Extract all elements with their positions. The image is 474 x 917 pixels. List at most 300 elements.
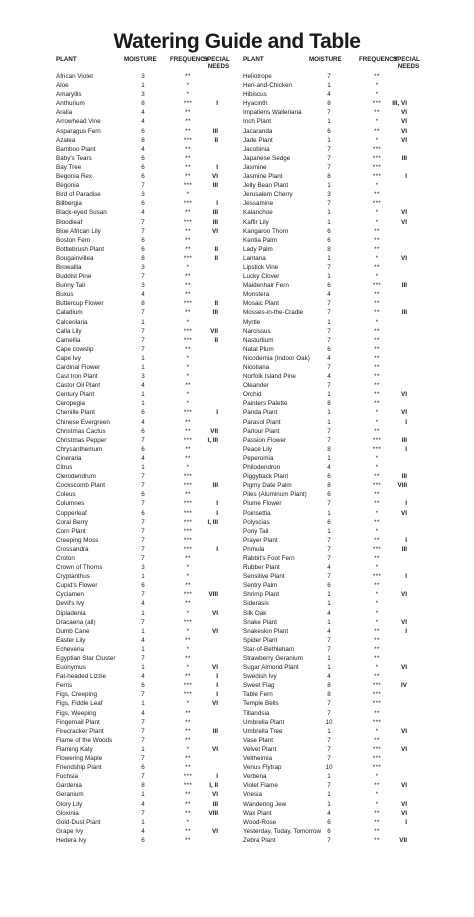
frequency-value: *** (183, 436, 193, 444)
special-needs-value: VI (401, 218, 407, 226)
moisture-value: 7 (141, 482, 145, 490)
moisture-value: 6 (327, 473, 331, 481)
table-row (237, 99, 474, 108)
moisture-value: 4 (141, 454, 145, 462)
header-special-needs (203, 56, 230, 70)
header-plant: PLANT (56, 56, 77, 63)
plant-name: Cape cowslip (56, 345, 94, 353)
table-row (237, 445, 474, 454)
plant-name: Piles (Aluminum Plant) (243, 491, 307, 499)
table-row (237, 117, 474, 126)
frequency-value: ** (374, 400, 380, 408)
special-needs-value: I (405, 573, 407, 581)
moisture-value: 6 (141, 491, 145, 499)
special-needs-value: I (216, 409, 218, 417)
frequency-value: *** (372, 700, 382, 708)
plant-name: African Violet (56, 73, 93, 80)
plant-name: Ceropegia (56, 400, 86, 408)
frequency-value: *** (183, 545, 193, 553)
table-row (237, 827, 474, 836)
special-needs-value: VII (210, 427, 218, 435)
table-row (237, 372, 474, 381)
moisture-value: 6 (141, 682, 145, 690)
frequency-value: ** (374, 536, 380, 544)
moisture-value: 8 (327, 245, 331, 253)
table-row (0, 245, 237, 254)
plant-name: Jasmine (243, 163, 267, 171)
plant-name: Clerodendrum (56, 473, 96, 481)
moisture-value: 6 (327, 818, 331, 826)
moisture-value: 7 (141, 518, 145, 526)
frequency-value: * (186, 354, 190, 362)
moisture-value: 3 (141, 282, 145, 290)
table-row (237, 518, 474, 527)
moisture-value: 6 (141, 173, 145, 181)
table-row (237, 800, 474, 809)
special-needs-value: I (405, 536, 407, 544)
table-row (0, 381, 237, 390)
frequency-value: *** (183, 527, 193, 535)
frequency-value: * (186, 400, 190, 408)
plant-name: Fat-headed Lizzie (56, 673, 107, 681)
special-needs-value: VII (399, 836, 407, 844)
moisture-value: 4 (141, 209, 145, 217)
plant-name: Friendship Plant (56, 764, 102, 772)
special-needs-value: VI (401, 591, 407, 599)
moisture-value: 1 (327, 318, 331, 326)
frequency-value: * (186, 364, 190, 371)
left-column (0, 56, 237, 844)
moisture-value: 1 (327, 136, 331, 144)
table-row (0, 263, 237, 272)
moisture-value: 1 (327, 454, 331, 462)
table-row (237, 618, 474, 627)
plant-name: Cockscomb Plant (56, 482, 105, 490)
plant-name: Table Fern (243, 691, 273, 699)
moisture-value: 1 (327, 409, 331, 417)
moisture-value: 1 (141, 391, 145, 399)
special-needs-value: VI (401, 782, 407, 790)
plant-name: Cryptanthus (56, 573, 90, 581)
moisture-value: 7 (141, 554, 145, 562)
plant-name: Asparagus Fern (56, 127, 101, 135)
moisture-value: 1 (327, 591, 331, 599)
table-row (237, 690, 474, 699)
moisture-value: 8 (141, 782, 145, 790)
plant-name: Lantana (243, 254, 266, 262)
frequency-value: *** (372, 682, 382, 690)
plant-name: Prayer Plant (243, 536, 278, 544)
special-needs-value: III (401, 473, 407, 481)
table-row (0, 472, 237, 481)
table-row (237, 454, 474, 463)
moisture-value: 4 (327, 609, 331, 617)
table-row (237, 481, 474, 490)
plant-name: Narcissus (243, 327, 271, 335)
plant-name: Fuchsia (56, 773, 79, 781)
plant-name: Flame of the Woods (56, 736, 113, 744)
table-row (0, 481, 237, 490)
moisture-value: 4 (327, 673, 331, 681)
plant-name: Baby's Tears (56, 154, 92, 162)
moisture-value: 7 (327, 782, 331, 790)
plant-name: Velvet Plant (243, 745, 277, 753)
table-row (0, 509, 237, 518)
plant-name: Chinese Evergreen (56, 418, 110, 426)
special-needs-value: I (216, 673, 218, 681)
moisture-value: 8 (327, 482, 331, 490)
moisture-value: 7 (141, 436, 145, 444)
special-needs-value: I, III (207, 518, 218, 526)
moisture-value: 6 (327, 491, 331, 499)
frequency-value: ** (185, 582, 191, 590)
special-needs-value: III (212, 727, 218, 735)
special-needs-value: VI (212, 827, 218, 835)
moisture-value: 6 (327, 582, 331, 590)
table-row (237, 272, 474, 281)
plant-name: Parasol Plant (243, 418, 281, 426)
special-needs-value: III (212, 182, 218, 190)
table-row (237, 436, 474, 445)
frequency-value: * (375, 773, 379, 781)
frequency-value: ** (374, 354, 380, 362)
frequency-value: ** (374, 391, 380, 399)
frequency-value: ** (185, 209, 191, 217)
table-row (237, 836, 474, 845)
plant-name: Poinsettia (243, 509, 271, 517)
table-row (0, 554, 237, 563)
table-row (0, 536, 237, 545)
frequency-value: ** (374, 245, 380, 253)
table-row (237, 645, 474, 654)
table-row (237, 127, 474, 136)
moisture-value: 7 (141, 500, 145, 508)
plant-name: Easter Lily (56, 636, 86, 644)
table-row (237, 581, 474, 590)
plant-name: Jacobinia (243, 145, 270, 153)
frequency-value: *** (183, 618, 193, 626)
moisture-value: 1 (327, 773, 331, 781)
moisture-value: 4 (141, 709, 145, 717)
table-row (237, 254, 474, 263)
table-row (237, 636, 474, 645)
moisture-value: 1 (141, 664, 145, 672)
moisture-value: 6 (141, 154, 145, 162)
frequency-value: *** (372, 200, 382, 208)
table-row (237, 563, 474, 572)
table-row (0, 390, 237, 399)
table-row (0, 590, 237, 599)
table-row (237, 318, 474, 327)
table-row (237, 790, 474, 799)
table-row (0, 236, 237, 245)
special-needs-value: I (216, 691, 218, 699)
frequency-value: ** (374, 655, 380, 662)
moisture-value: 7 (327, 500, 331, 508)
moisture-value: 7 (141, 545, 145, 553)
frequency-value: ** (185, 445, 191, 453)
moisture-value: 7 (141, 718, 145, 726)
plant-name: Figs, Fiddle Leaf (56, 700, 103, 708)
frequency-value: ** (374, 327, 380, 335)
table-row (237, 408, 474, 417)
moisture-value: 3 (141, 373, 145, 381)
table-row (0, 699, 237, 708)
plant-name: Inch Plant (243, 118, 272, 126)
plant-name: Geranium (56, 791, 84, 799)
table-row (237, 281, 474, 290)
plant-name: Copperleaf (56, 509, 87, 517)
plant-name: Wandering Jew (243, 800, 287, 808)
table-row (237, 399, 474, 408)
table-row (237, 699, 474, 708)
plant-name: Snake Plant (243, 618, 277, 626)
plant-name: Crown of Thorns (56, 564, 103, 572)
plant-name: Hedera Ivy (56, 836, 87, 844)
table-row (237, 354, 474, 363)
frequency-value: ** (374, 709, 380, 717)
special-needs-value: II (214, 254, 218, 262)
plant-name: Lady Palm (243, 245, 273, 253)
plant-name: Bird of Paradise (56, 191, 101, 199)
moisture-value: 7 (141, 273, 145, 281)
plant-name: Glory Lily (56, 800, 83, 808)
moisture-value: 1 (327, 391, 331, 399)
table-row (237, 754, 474, 763)
table-row (237, 509, 474, 518)
moisture-value: 8 (141, 300, 145, 308)
frequency-value: ** (374, 336, 380, 344)
table-row (0, 181, 237, 190)
table-row (0, 199, 237, 208)
table-row (0, 754, 237, 763)
frequency-value: *** (372, 282, 382, 290)
special-needs-value: I (405, 500, 407, 508)
plant-name: Gardenia (56, 782, 82, 790)
special-needs-value: III (212, 127, 218, 135)
frequency-value: *** (183, 518, 193, 526)
plant-name: Vase Plant (243, 736, 273, 744)
table-row (0, 308, 237, 317)
frequency-value: ** (185, 173, 191, 181)
table-row (237, 590, 474, 599)
special-needs-value: III (212, 309, 218, 317)
frequency-value: ** (374, 645, 380, 653)
header-special-needs (393, 56, 420, 70)
frequency-value: *** (183, 473, 193, 481)
table-header (237, 56, 474, 72)
moisture-value: 1 (327, 273, 331, 281)
frequency-value: *** (372, 545, 382, 553)
special-needs-value: III (401, 282, 407, 290)
plant-name: Wax Plant (243, 809, 272, 817)
plant-name: Calla Lily (56, 327, 82, 335)
plant-name: Mosses-in-the-Cradle (243, 309, 304, 317)
frequency-value: * (186, 573, 190, 581)
plant-name: Painters Palette (243, 400, 288, 408)
table-row (237, 545, 474, 554)
moisture-value: 4 (141, 827, 145, 835)
plant-name: Figs, Creeping (56, 691, 97, 699)
plant-name: Polyscias (243, 518, 270, 526)
special-needs-value: I (216, 773, 218, 781)
frequency-value: * (375, 209, 379, 217)
frequency-value: ** (374, 382, 380, 390)
table-row (237, 154, 474, 163)
moisture-value: 1 (327, 527, 331, 535)
plant-name: Ferns (56, 682, 73, 690)
frequency-value: *** (372, 482, 382, 490)
table-row (237, 236, 474, 245)
plant-name: Philodendron (243, 464, 281, 472)
frequency-value: * (186, 609, 190, 617)
moisture-value: 1 (327, 727, 331, 735)
special-needs-value: VI (401, 136, 407, 144)
moisture-value: 7 (141, 218, 145, 226)
frequency-value: ** (374, 582, 380, 590)
moisture-value: 1 (141, 82, 145, 90)
special-needs-value: VI (212, 227, 218, 235)
special-needs-value: III (212, 218, 218, 226)
table-row (0, 709, 237, 718)
frequency-value: * (186, 818, 190, 826)
table-row (0, 427, 237, 436)
special-needs-value: VI (401, 809, 407, 817)
table-row (0, 127, 237, 136)
table-row (237, 418, 474, 427)
frequency-value: ** (185, 154, 191, 162)
plant-name: Venus Flytrap (243, 764, 282, 772)
plant-name: Heliotrope (243, 73, 272, 80)
frequency-value: *** (183, 682, 193, 690)
table-row (237, 308, 474, 317)
frequency-value: * (375, 791, 379, 799)
header-needs: NEEDS (207, 63, 230, 70)
plant-name: Monstera (243, 291, 270, 299)
plant-name: Hibiscus (243, 91, 267, 99)
table-row (237, 345, 474, 354)
frequency-value: *** (372, 573, 382, 581)
moisture-value: 4 (327, 809, 331, 817)
moisture-value: 7 (327, 745, 331, 753)
frequency-value: ** (185, 709, 191, 717)
special-needs-value: I (216, 200, 218, 208)
frequency-value: ** (185, 755, 191, 763)
table-row (237, 654, 474, 663)
plant-name: Sensitive Plant (243, 573, 285, 581)
moisture-value: 6 (141, 427, 145, 435)
frequency-value: * (375, 509, 379, 517)
table-row (237, 336, 474, 345)
table-row (0, 136, 237, 145)
special-needs-value: VI (212, 745, 218, 753)
special-needs-value: VI (401, 209, 407, 217)
frequency-value: ** (374, 782, 380, 790)
frequency-value: * (186, 373, 190, 381)
table-row (237, 709, 474, 718)
moisture-value: 7 (327, 145, 331, 153)
frequency-value: * (375, 727, 379, 735)
moisture-value: 7 (327, 636, 331, 644)
table-row (237, 745, 474, 754)
moisture-value: 1 (327, 618, 331, 626)
plant-name: Castor Oil Plant (56, 382, 101, 390)
plant-name: Star-of-Bethleham (243, 645, 295, 653)
moisture-value: 7 (327, 736, 331, 744)
frequency-value: ** (374, 518, 380, 526)
plant-name: Bunny Tail (56, 282, 85, 290)
special-needs-value: I (216, 163, 218, 171)
plant-name: Cupid's Flower (56, 582, 98, 590)
frequency-value: * (375, 182, 379, 190)
plant-name: Piggyback Plant (243, 473, 289, 481)
frequency-value: ** (374, 809, 380, 817)
plant-name: Citrus (56, 464, 73, 472)
moisture-value: 1 (327, 418, 331, 426)
moisture-value: 7 (141, 345, 145, 353)
table-row (0, 563, 237, 572)
moisture-value: 1 (141, 609, 145, 617)
moisture-value: 7 (327, 573, 331, 581)
frequency-value: *** (183, 500, 193, 508)
table-row (0, 572, 237, 581)
moisture-value: 7 (327, 436, 331, 444)
table-row (237, 554, 474, 563)
table-row (237, 181, 474, 190)
special-needs-value: I (405, 818, 407, 826)
plant-name: Caladium (56, 309, 83, 317)
frequency-value: * (375, 464, 379, 472)
moisture-value: 7 (327, 364, 331, 371)
plant-name: Azalea (56, 136, 76, 144)
plant-name: Plume Flower (243, 500, 282, 508)
frequency-value: ** (374, 227, 380, 235)
table-row (237, 190, 474, 199)
moisture-value: 4 (141, 382, 145, 390)
moisture-value: 7 (141, 473, 145, 481)
frequency-value: ** (374, 291, 380, 299)
moisture-value: 7 (327, 427, 331, 435)
plant-name: Lucky Clover (243, 273, 280, 281)
table-body (0, 72, 237, 845)
moisture-value: 4 (327, 91, 331, 99)
table-row (0, 172, 237, 181)
moisture-value: 6 (327, 345, 331, 353)
special-needs-value: III (212, 482, 218, 490)
frequency-value: ** (374, 127, 380, 135)
plant-name: Primula (243, 545, 265, 553)
moisture-value: 7 (141, 227, 145, 235)
moisture-value: 7 (327, 536, 331, 544)
plant-name: Umbrella Tree (243, 727, 283, 735)
table-row (0, 800, 237, 809)
frequency-value: ** (185, 236, 191, 244)
moisture-value: 6 (141, 836, 145, 844)
moisture-value: 4 (141, 418, 145, 426)
frequency-value: * (186, 645, 190, 653)
plant-name: Corn Plant (56, 527, 86, 535)
plant-name: Oleander (243, 382, 269, 390)
header-moisture: MOISTURE (309, 56, 342, 63)
table-row (0, 690, 237, 699)
plant-name: Rubber Plant (243, 564, 280, 572)
moisture-value: 7 (141, 527, 145, 535)
frequency-value: *** (372, 445, 382, 453)
moisture-value: 1 (327, 791, 331, 799)
special-needs-value: VI (212, 700, 218, 708)
moisture-value: 7 (141, 309, 145, 317)
plant-name: Bay Tree (56, 163, 82, 171)
